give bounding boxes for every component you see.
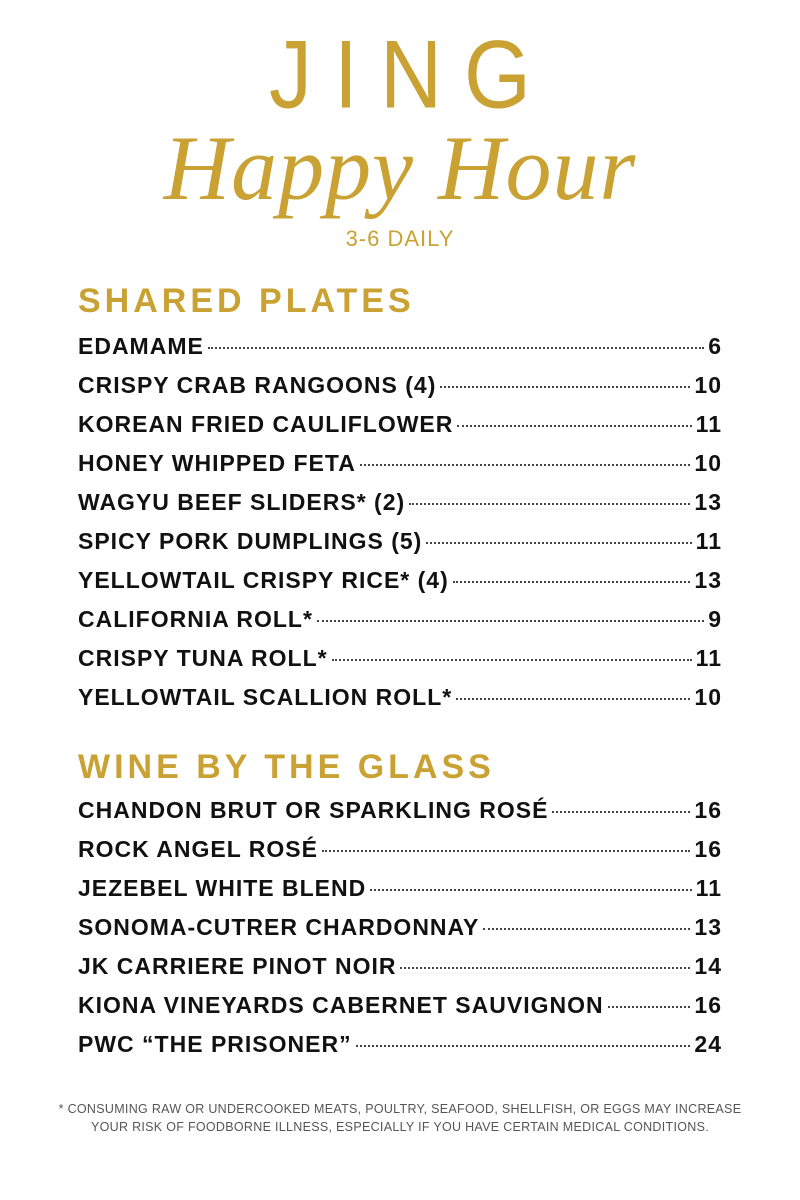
list-item: [78, 327, 722, 366]
dot-leader: [322, 850, 690, 852]
item-price: 13: [694, 914, 722, 940]
shared-plates-list: [78, 327, 722, 717]
item-price: 10: [694, 450, 722, 476]
item-name: YELLOWTAIL SCALLION ROLL*: [78, 684, 453, 710]
item-name: CALIFORNIA ROLL*: [78, 606, 313, 632]
disclaimer-line-2: YOUR RISK OF FOODBORNE ILLNESS, ESPECIALLY IF YOU HAVE CERTAIN MEDICAL CONDITIONS.: [90, 1120, 709, 1134]
item-name: PWC “THE PRISONER”: [78, 1031, 352, 1057]
dot-leader: [332, 659, 692, 661]
health-disclaimer: [0, 1100, 800, 1136]
list-item: [78, 639, 722, 678]
item-name: SONOMA-CUTRER CHARDONNAY: [78, 914, 480, 940]
list-item: [78, 678, 722, 717]
dot-leader: [356, 1045, 691, 1047]
item-price: 14: [694, 953, 722, 979]
list-item: [78, 986, 722, 1025]
dot-leader: [456, 698, 690, 700]
dot-leader: [453, 581, 691, 583]
item-price: 10: [694, 684, 722, 710]
item-price: 16: [694, 797, 722, 823]
list-item: [78, 522, 722, 561]
dot-leader: [400, 967, 690, 969]
item-price: 11: [695, 875, 722, 901]
list-item: [78, 483, 722, 522]
list-item: [78, 405, 722, 444]
item-name: WAGYU BEEF SLIDERS* (2): [78, 489, 406, 515]
item-name: SPICY PORK DUMPLINGS (5): [78, 528, 423, 554]
item-name: JK CARRIERE PINOT NOIR: [78, 953, 397, 979]
menu-title: Happy Hour: [163, 117, 637, 219]
dot-leader: [440, 386, 690, 388]
item-name: CRISPY CRAB RANGOONS (4): [78, 372, 437, 398]
wine-list: [78, 791, 722, 1064]
dot-leader: [457, 425, 691, 427]
item-price: 11: [695, 411, 722, 437]
item-price: 10: [694, 372, 722, 398]
list-item: [78, 444, 722, 483]
list-item: [78, 947, 722, 986]
item-name: EDAMAME: [78, 333, 204, 359]
item-price: 13: [694, 567, 722, 593]
item-name: HONEY WHIPPED FETA: [78, 450, 356, 476]
list-item: [78, 791, 722, 830]
list-item: [78, 830, 722, 869]
dot-leader: [370, 889, 691, 891]
dot-leader: [409, 503, 690, 505]
list-item: [78, 561, 722, 600]
dot-leader: [360, 464, 691, 466]
item-price: 11: [695, 528, 722, 554]
dot-leader: [426, 542, 691, 544]
dot-leader: [208, 347, 704, 349]
list-item: [78, 600, 722, 639]
item-name: ROCK ANGEL ROSÉ: [78, 836, 318, 862]
disclaimer-line-1: * CONSUMING RAW OR UNDERCOOKED MEATS, POULTRY, SEAFOOD, SHELLFISH, OR EGGS MAY INCREASE: [58, 1102, 742, 1116]
item-price: 16: [694, 836, 722, 862]
item-price: 6: [708, 333, 722, 359]
section-heading-wine: WINE BY THE GLASS: [78, 748, 495, 786]
list-item: [78, 366, 722, 405]
brand-name: JING: [269, 21, 553, 129]
dot-leader: [608, 1006, 691, 1008]
item-name: YELLOWTAIL CRISPY RICE* (4): [78, 567, 449, 593]
item-name: KIONA VINEYARDS CABERNET SAUVIGNON: [78, 992, 604, 1018]
item-price: 16: [694, 992, 722, 1018]
dot-leader: [552, 811, 690, 813]
dot-leader: [317, 620, 704, 622]
hours-subtitle: 3-6 DAILY: [345, 226, 455, 251]
dot-leader: [483, 928, 690, 930]
item-name: CHANDON BRUT OR SPARKLING ROSÉ: [78, 797, 549, 823]
section-heading-shared-plates: SHARED PLATES: [78, 282, 415, 320]
item-price: 24: [694, 1031, 722, 1057]
item-name: CRISPY TUNA ROLL*: [78, 645, 328, 671]
list-item: [78, 908, 722, 947]
item-name: JEZEBEL WHITE BLEND: [78, 875, 367, 901]
item-price: 11: [695, 645, 722, 671]
list-item: [78, 1025, 722, 1064]
list-item: [78, 869, 722, 908]
item-price: 13: [694, 489, 722, 515]
item-name: KOREAN FRIED CAULIFLOWER: [78, 411, 454, 437]
item-price: 9: [708, 606, 722, 632]
